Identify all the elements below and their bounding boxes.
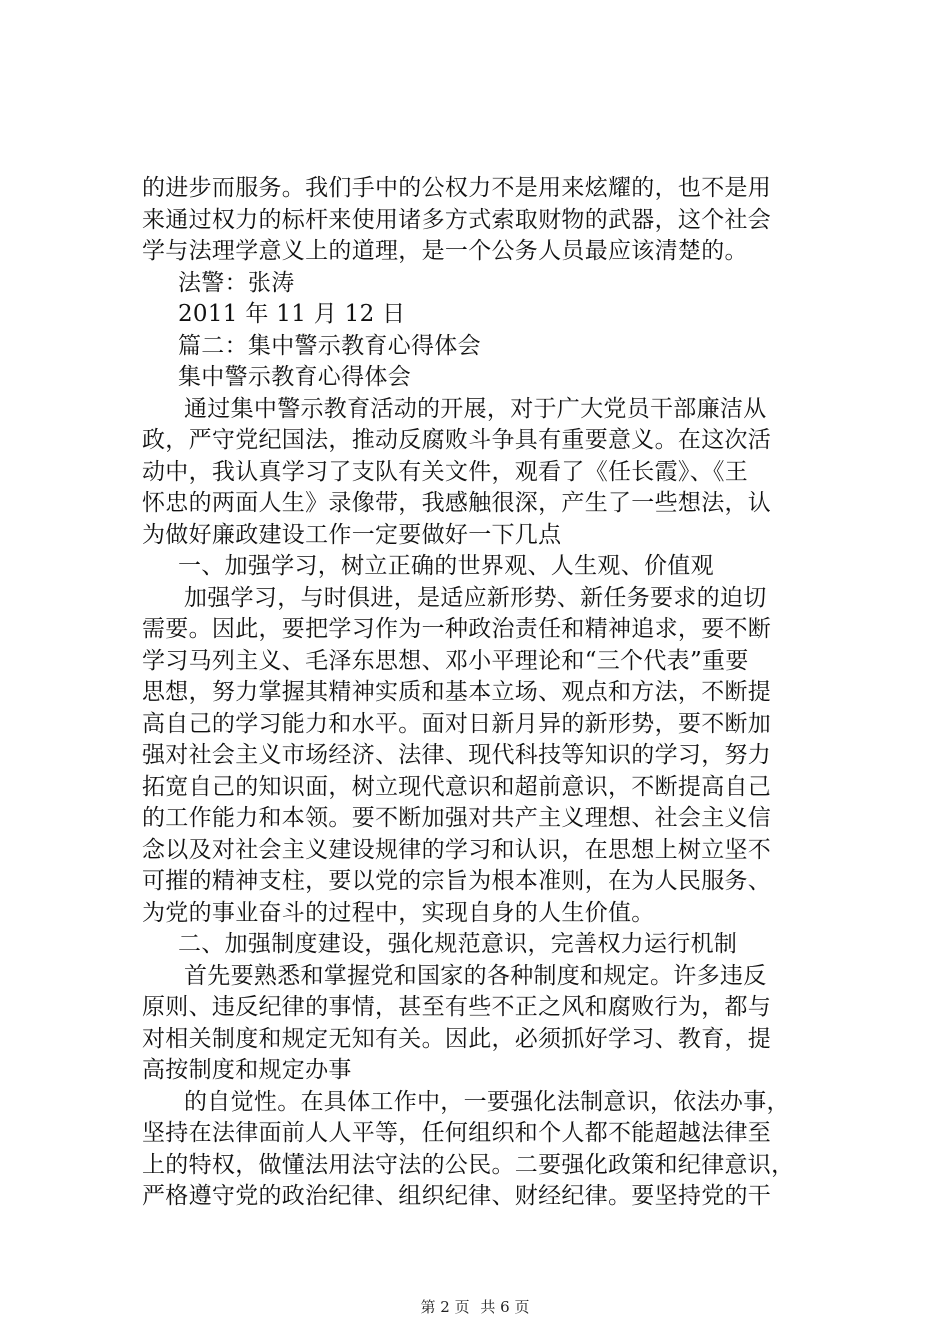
text-line: 坚持在法律面前人人平等，任何组织和个人都不能超越法律至 <box>142 1120 772 1146</box>
document-body <box>142 173 832 1213</box>
text-line: 思想，努力掌握其精神实质和基本立场、观点和方法，不断提 <box>142 679 772 705</box>
text-line: 学与法理学意义上的道理，是一个公务人员最应该清楚的。 <box>142 238 748 264</box>
text-line: 对相关制度和规定无知有关。因此，必须抓好学习、教育，提 <box>142 1025 772 1052</box>
page-number: 第 2 页 <box>420 1298 470 1316</box>
text-line: 拓宽自己的知识面，树立现代意识和超前意识，不断提高自己 <box>142 773 772 800</box>
text-line: 念以及对社会主义建设规律的学习和认识，在思想上树立坚不 <box>142 836 772 863</box>
text-line: 首先要熟悉和掌握党和国家的各种制度和规定。许多违反 <box>184 962 767 989</box>
text-line: 的工作能力和本领。要不断加强对共产主义理想、社会主义信 <box>142 805 772 831</box>
page-footer <box>0 1297 950 1317</box>
text-line: 为党的事业奋斗的过程中，实现自身的人生价值。 <box>142 899 655 926</box>
text-line: 来通过权力的标杆来使用诸多方式索取财物的武器，这个社会 <box>142 206 772 233</box>
text-line: 加强学习，与时俱进，是适应新形势、新任务要求的迫切 <box>184 584 767 611</box>
text-line: 学习马列主义、毛泽东思想、邓小平理论和“三个代表”重要 <box>142 647 749 674</box>
text-line: 的进步而服务。我们手中的公权力不是用来炫耀的，也不是用 <box>142 175 772 201</box>
text-line: 法警：张涛 <box>178 269 295 296</box>
text-line: 二、加强制度建设，强化规范意识，完善权力运行机制 <box>178 931 738 957</box>
text-line: 的自觉性。在具体工作中，一要强化法制意识，依法办事， <box>184 1088 790 1115</box>
text-line: 政，严守党纪国法，推动反腐败斗争具有重要意义。在这次活 <box>142 427 772 453</box>
text-line: 篇二：集中警示教育心得体会 <box>178 332 481 359</box>
text-line: 严格遵守党的政治纪律、组织纪律、财经纪律。要坚持党的干 <box>142 1183 772 1209</box>
text-line: 强对社会主义市场经济、法律、现代科技等知识的学习，努力 <box>142 742 772 768</box>
text-line: 高自己的学习能力和水平。面对日新月异的新形势，要不断加 <box>142 710 772 737</box>
text-line: 一、加强学习，树立正确的世界观、人生观、价值观 <box>178 553 714 579</box>
text-line: 集中警示教育心得体会 <box>178 364 411 390</box>
text-line: 上的特权，做懂法用法守法的公民。二要强化政策和纪律意识， <box>142 1151 795 1178</box>
text-line: 通过集中警示教育活动的开展，对于广大党员干部廉洁从 <box>184 395 767 422</box>
text-line: 2011 年 11 月 12 日 <box>178 301 406 327</box>
text-line: 可摧的精神支柱，要以党的宗旨为根本准则，在为人民服务、 <box>142 868 772 894</box>
page-total: 共 6 页 <box>480 1298 530 1316</box>
text-line: 原则、违反纪律的事情，甚至有些不正之风和腐败行为，都与 <box>142 994 772 1020</box>
text-line: 为做好廉政建设工作一定要做好一下几点 <box>142 521 562 548</box>
text-line: 需要。因此，要把学习作为一种政治责任和精神追求，要不断 <box>142 616 772 642</box>
text-line: 怀忠的两面人生》录像带，我感触很深，产生了一些想法，认 <box>142 490 772 516</box>
text-line: 动中，我认真学习了支队有关文件，观看了《任长霞》、《王 <box>142 458 749 485</box>
text-line: 高按制度和规定办事 <box>142 1057 352 1083</box>
